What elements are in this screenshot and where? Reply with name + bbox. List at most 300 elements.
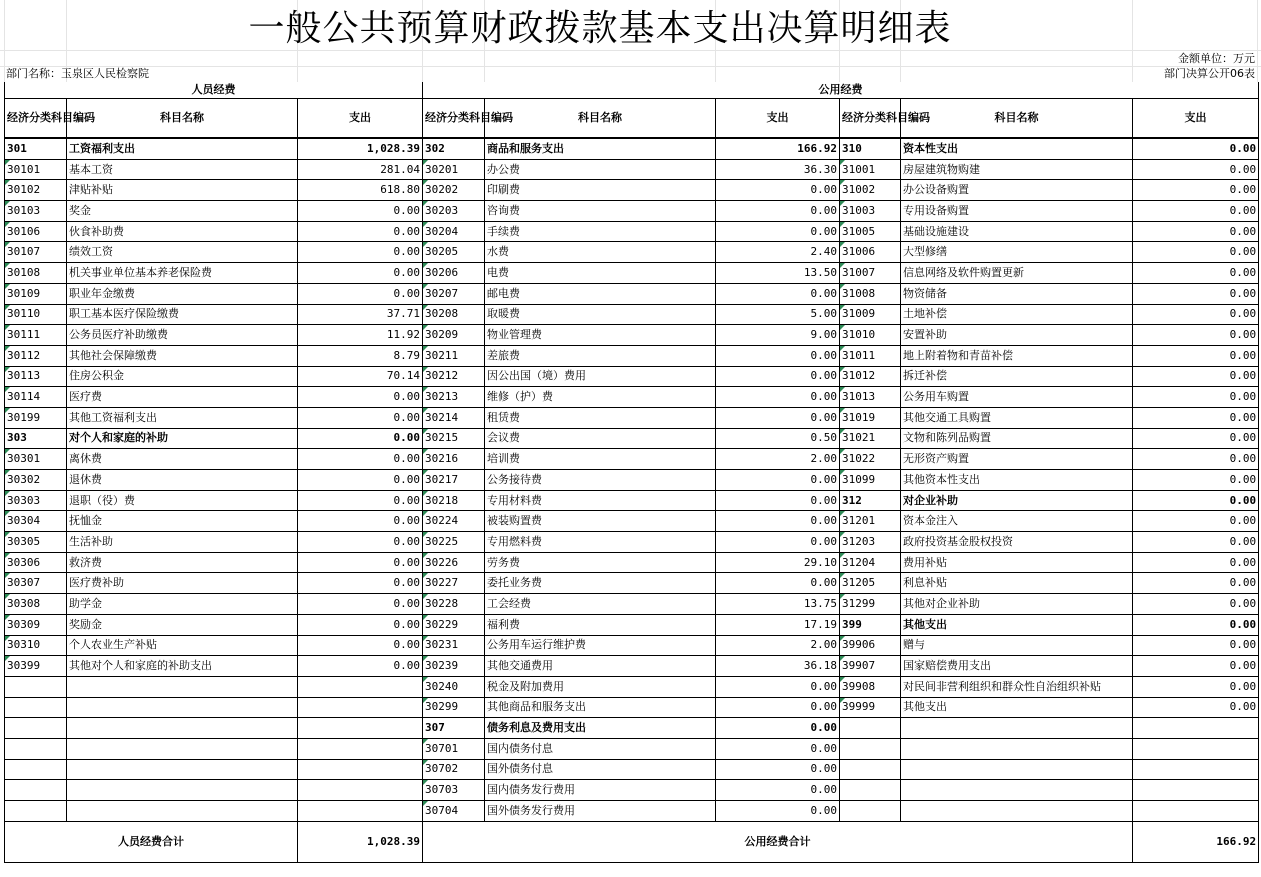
personnel-code: 30108 — [5, 263, 67, 284]
capital-item: 国家赔偿费用支出 — [901, 656, 1133, 677]
capital-item: 其他支出 — [901, 614, 1133, 635]
public-code: 30231 — [423, 635, 485, 656]
personnel-item: 奖金 — [67, 201, 298, 222]
group-public: 公用经费 — [423, 82, 1259, 99]
capital-code: 31099 — [840, 470, 901, 491]
table-row — [5, 449, 1259, 470]
capital-amount — [1133, 718, 1259, 739]
public-item: 被装购置费 — [485, 511, 716, 532]
public-item: 培训费 — [485, 449, 716, 470]
capital-item — [901, 718, 1133, 739]
public-item: 邮电费 — [485, 283, 716, 304]
public-code: 30702 — [423, 759, 485, 780]
personnel-item: 住房公积金 — [67, 366, 298, 387]
capital-item: 专用设备购置 — [901, 201, 1133, 222]
public-code: 30225 — [423, 532, 485, 553]
personnel-code: 30308 — [5, 594, 67, 615]
personnel-amount: 0.00 — [298, 635, 423, 656]
public-code: 30215 — [423, 428, 485, 449]
col-code-header: 经济分类科目编码 — [423, 99, 485, 139]
personnel-item: 助学金 — [67, 594, 298, 615]
personnel-item — [67, 697, 298, 718]
table-row — [5, 138, 1259, 159]
personnel-amount — [298, 759, 423, 780]
table-row — [5, 676, 1259, 697]
capital-item: 资本金注入 — [901, 511, 1133, 532]
public-amount: 166.92 — [716, 138, 840, 159]
personnel-amount: 0.00 — [298, 221, 423, 242]
capital-amount: 0.00 — [1133, 635, 1259, 656]
capital-item: 土地补偿 — [901, 304, 1133, 325]
capital-amount: 0.00 — [1133, 242, 1259, 263]
table-row — [5, 594, 1259, 615]
personnel-code: 30106 — [5, 221, 67, 242]
capital-item: 其他资本性支出 — [901, 470, 1133, 491]
public-amount: 0.00 — [716, 407, 840, 428]
public-code: 30229 — [423, 614, 485, 635]
personnel-code: 30199 — [5, 407, 67, 428]
personnel-amount: 0.00 — [298, 242, 423, 263]
public-code: 30224 — [423, 511, 485, 532]
capital-code — [840, 718, 901, 739]
table-row — [5, 780, 1259, 801]
capital-code: 31002 — [840, 180, 901, 201]
personnel-code: 30301 — [5, 449, 67, 470]
table-row — [5, 490, 1259, 511]
public-item: 其他交通费用 — [485, 656, 716, 677]
personnel-item: 职业年金缴费 — [67, 283, 298, 304]
capital-code — [840, 780, 901, 801]
public-amount: 2.00 — [716, 635, 840, 656]
capital-amount: 0.00 — [1133, 366, 1259, 387]
public-amount: 0.00 — [716, 676, 840, 697]
table-row — [5, 718, 1259, 739]
capital-code: 31007 — [840, 263, 901, 284]
public-code: 30202 — [423, 180, 485, 201]
capital-code: 399 — [840, 614, 901, 635]
public-code: 30207 — [423, 283, 485, 304]
total-public-label: 公用经费合计 — [423, 821, 1133, 862]
capital-item — [901, 780, 1133, 801]
personnel-code: 30306 — [5, 552, 67, 573]
personnel-item: 抚恤金 — [67, 511, 298, 532]
personnel-amount: 8.79 — [298, 345, 423, 366]
capital-code — [840, 738, 901, 759]
capital-amount: 0.00 — [1133, 676, 1259, 697]
public-item: 其他商品和服务支出 — [485, 697, 716, 718]
table-body — [5, 138, 1259, 821]
table-row — [5, 552, 1259, 573]
personnel-code — [5, 738, 67, 759]
personnel-amount: 11.92 — [298, 325, 423, 346]
public-code: 30212 — [423, 366, 485, 387]
public-amount: 36.18 — [716, 656, 840, 677]
public-amount: 0.00 — [716, 801, 840, 822]
table-row — [5, 573, 1259, 594]
personnel-item: 个人农业生产补贴 — [67, 635, 298, 656]
personnel-item: 工资福利支出 — [67, 138, 298, 159]
page-title: 一般公共预算财政拨款基本支出决算明细表 — [248, 8, 952, 49]
capital-item: 地上附着物和青苗补偿 — [901, 345, 1133, 366]
column-header-row — [5, 99, 1259, 139]
personnel-code: 30305 — [5, 532, 67, 553]
public-code: 30218 — [423, 490, 485, 511]
public-code: 30240 — [423, 676, 485, 697]
table-row — [5, 614, 1259, 635]
table-row — [5, 697, 1259, 718]
capital-code: 31204 — [840, 552, 901, 573]
table-row — [5, 180, 1259, 201]
capital-item: 资本性支出 — [901, 138, 1133, 159]
public-item: 电费 — [485, 263, 716, 284]
public-item: 劳务费 — [485, 552, 716, 573]
capital-code: 39907 — [840, 656, 901, 677]
col-amount-header: 支出 — [716, 99, 840, 139]
capital-code: 31299 — [840, 594, 901, 615]
capital-code: 31011 — [840, 345, 901, 366]
personnel-amount: 618.80 — [298, 180, 423, 201]
public-item: 委托业务费 — [485, 573, 716, 594]
table-row — [5, 470, 1259, 491]
public-code: 30205 — [423, 242, 485, 263]
public-code: 30227 — [423, 573, 485, 594]
capital-amount: 0.00 — [1133, 532, 1259, 553]
capital-amount: 0.00 — [1133, 325, 1259, 346]
personnel-code: 30109 — [5, 283, 67, 304]
col-code-header: 经济分类科目编码 — [5, 99, 67, 139]
personnel-item: 基本工资 — [67, 159, 298, 180]
personnel-code: 30110 — [5, 304, 67, 325]
total-row — [5, 821, 1259, 862]
table-row — [5, 511, 1259, 532]
public-item: 取暖费 — [485, 304, 716, 325]
capital-amount: 0.00 — [1133, 573, 1259, 594]
capital-amount: 0.00 — [1133, 656, 1259, 677]
public-code: 307 — [423, 718, 485, 739]
table-row — [5, 801, 1259, 822]
public-amount: 9.00 — [716, 325, 840, 346]
capital-amount: 0.00 — [1133, 594, 1259, 615]
public-amount: 0.00 — [716, 180, 840, 201]
capital-item: 文物和陈列品购置 — [901, 428, 1133, 449]
capital-code: 31019 — [840, 407, 901, 428]
personnel-code: 30101 — [5, 159, 67, 180]
personnel-item: 公务员医疗补助缴费 — [67, 325, 298, 346]
personnel-amount: 37.71 — [298, 304, 423, 325]
capital-item: 赠与 — [901, 635, 1133, 656]
public-amount: 0.00 — [716, 366, 840, 387]
table-row — [5, 387, 1259, 408]
capital-code: 31013 — [840, 387, 901, 408]
public-item: 福利费 — [485, 614, 716, 635]
personnel-item: 奖励金 — [67, 614, 298, 635]
capital-code: 31003 — [840, 201, 901, 222]
table-row — [5, 635, 1259, 656]
personnel-item: 离休费 — [67, 449, 298, 470]
public-item: 公务接待费 — [485, 470, 716, 491]
personnel-amount: 0.00 — [298, 470, 423, 491]
public-amount: 29.10 — [716, 552, 840, 573]
public-code: 30704 — [423, 801, 485, 822]
personnel-item: 其他对个人和家庭的补助支出 — [67, 656, 298, 677]
public-code: 30213 — [423, 387, 485, 408]
personnel-code — [5, 718, 67, 739]
public-item: 维修（护）费 — [485, 387, 716, 408]
capital-code: 31006 — [840, 242, 901, 263]
personnel-code: 30111 — [5, 325, 67, 346]
personnel-amount: 1,028.39 — [298, 138, 423, 159]
personnel-code: 303 — [5, 428, 67, 449]
capital-item: 其他对企业补助 — [901, 594, 1133, 615]
public-item: 国外债务付息 — [485, 759, 716, 780]
public-amount: 13.75 — [716, 594, 840, 615]
personnel-code: 30103 — [5, 201, 67, 222]
public-item: 债务利息及费用支出 — [485, 718, 716, 739]
col-amount-header: 支出 — [298, 99, 423, 139]
table-row — [5, 428, 1259, 449]
personnel-code: 30304 — [5, 511, 67, 532]
public-code: 30703 — [423, 780, 485, 801]
capital-amount: 0.00 — [1133, 263, 1259, 284]
table-row — [5, 159, 1259, 180]
personnel-code — [5, 697, 67, 718]
capital-amount — [1133, 759, 1259, 780]
public-item: 公务用车运行维护费 — [485, 635, 716, 656]
public-amount: 0.00 — [716, 490, 840, 511]
capital-amount: 0.00 — [1133, 138, 1259, 159]
total-public-value: 166.92 — [1133, 821, 1259, 862]
public-code: 302 — [423, 138, 485, 159]
table-row — [5, 304, 1259, 325]
personnel-item: 对个人和家庭的补助 — [67, 428, 298, 449]
personnel-code: 30310 — [5, 635, 67, 656]
unit-label: 金额单位：万元 — [1178, 52, 1255, 65]
capital-code: 31205 — [840, 573, 901, 594]
personnel-code: 301 — [5, 138, 67, 159]
capital-amount: 0.00 — [1133, 407, 1259, 428]
table-row — [5, 345, 1259, 366]
personnel-amount: 0.00 — [298, 594, 423, 615]
public-item: 手续费 — [485, 221, 716, 242]
capital-item — [901, 801, 1133, 822]
capital-amount: 0.00 — [1133, 345, 1259, 366]
capital-amount: 0.00 — [1133, 304, 1259, 325]
table-row — [5, 759, 1259, 780]
personnel-code: 30399 — [5, 656, 67, 677]
capital-amount: 0.00 — [1133, 180, 1259, 201]
form-number: 部门决算公开06表 — [1164, 67, 1255, 80]
capital-code: 39908 — [840, 676, 901, 697]
personnel-item: 退休费 — [67, 470, 298, 491]
capital-item: 拆迁补偿 — [901, 366, 1133, 387]
public-code: 30226 — [423, 552, 485, 573]
capital-code: 39999 — [840, 697, 901, 718]
capital-code: 31001 — [840, 159, 901, 180]
public-code: 30216 — [423, 449, 485, 470]
personnel-amount — [298, 780, 423, 801]
public-code: 30204 — [423, 221, 485, 242]
group-header-row — [5, 82, 1259, 99]
public-code: 30214 — [423, 407, 485, 428]
capital-amount: 0.00 — [1133, 470, 1259, 491]
personnel-amount: 0.00 — [298, 449, 423, 470]
public-amount: 5.00 — [716, 304, 840, 325]
personnel-item: 生活补助 — [67, 532, 298, 553]
public-amount: 0.00 — [716, 345, 840, 366]
capital-amount: 0.00 — [1133, 552, 1259, 573]
capital-code — [840, 759, 901, 780]
public-code: 30209 — [423, 325, 485, 346]
capital-amount — [1133, 801, 1259, 822]
personnel-item — [67, 718, 298, 739]
personnel-code: 30113 — [5, 366, 67, 387]
capital-item: 大型修缮 — [901, 242, 1133, 263]
capital-code: 31201 — [840, 511, 901, 532]
personnel-amount: 0.00 — [298, 283, 423, 304]
personnel-amount: 281.04 — [298, 159, 423, 180]
personnel-item: 津贴补贴 — [67, 180, 298, 201]
capital-amount: 0.00 — [1133, 490, 1259, 511]
public-item: 税金及附加费用 — [485, 676, 716, 697]
public-code: 30208 — [423, 304, 485, 325]
capital-item: 政府投资基金股权投资 — [901, 532, 1133, 553]
public-item: 专用燃料费 — [485, 532, 716, 553]
table-row — [5, 532, 1259, 553]
personnel-item: 机关事业单位基本养老保险费 — [67, 263, 298, 284]
table-row — [5, 656, 1259, 677]
capital-item: 其他交通工具购置 — [901, 407, 1133, 428]
personnel-item: 其他工资福利支出 — [67, 407, 298, 428]
public-code: 30203 — [423, 201, 485, 222]
public-amount: 36.30 — [716, 159, 840, 180]
capital-item: 公务用车购置 — [901, 387, 1133, 408]
capital-amount: 0.00 — [1133, 221, 1259, 242]
personnel-item — [67, 738, 298, 759]
personnel-code — [5, 676, 67, 697]
personnel-code: 30309 — [5, 614, 67, 635]
personnel-amount: 0.00 — [298, 614, 423, 635]
personnel-code: 30107 — [5, 242, 67, 263]
public-code: 30299 — [423, 697, 485, 718]
personnel-amount: 0.00 — [298, 201, 423, 222]
public-code: 30228 — [423, 594, 485, 615]
personnel-item: 退职（役）费 — [67, 490, 298, 511]
capital-code: 31008 — [840, 283, 901, 304]
capital-code: 31021 — [840, 428, 901, 449]
personnel-amount — [298, 676, 423, 697]
capital-item: 信息网络及软件购置更新 — [901, 263, 1133, 284]
capital-code: 31203 — [840, 532, 901, 553]
personnel-code: 30114 — [5, 387, 67, 408]
personnel-amount: 0.00 — [298, 656, 423, 677]
public-amount: 0.00 — [716, 718, 840, 739]
table-row — [5, 221, 1259, 242]
public-amount: 0.00 — [716, 387, 840, 408]
capital-code: 31012 — [840, 366, 901, 387]
public-amount: 0.00 — [716, 283, 840, 304]
capital-amount: 0.00 — [1133, 283, 1259, 304]
capital-amount: 0.00 — [1133, 614, 1259, 635]
capital-item: 对民间非营利组织和群众性自治组织补贴 — [901, 676, 1133, 697]
capital-code: 31010 — [840, 325, 901, 346]
personnel-amount: 0.00 — [298, 490, 423, 511]
capital-item: 利息补贴 — [901, 573, 1133, 594]
table-row — [5, 263, 1259, 284]
personnel-amount: 70.14 — [298, 366, 423, 387]
personnel-item: 医疗费补助 — [67, 573, 298, 594]
personnel-amount — [298, 738, 423, 759]
table-row — [5, 325, 1259, 346]
personnel-amount: 0.00 — [298, 511, 423, 532]
capital-item: 其他支出 — [901, 697, 1133, 718]
table-row — [5, 407, 1259, 428]
capital-item: 办公设备购置 — [901, 180, 1133, 201]
personnel-code — [5, 780, 67, 801]
personnel-amount — [298, 801, 423, 822]
personnel-item — [67, 780, 298, 801]
personnel-item — [67, 676, 298, 697]
public-code: 30211 — [423, 345, 485, 366]
personnel-amount — [298, 697, 423, 718]
col-code-header: 经济分类科目编码 — [840, 99, 901, 139]
col-name-header: 科目名称 — [67, 99, 298, 139]
personnel-amount: 0.00 — [298, 407, 423, 428]
table-row — [5, 283, 1259, 304]
capital-code — [840, 801, 901, 822]
public-amount: 0.00 — [716, 470, 840, 491]
table-row — [5, 201, 1259, 222]
public-amount: 2.40 — [716, 242, 840, 263]
capital-item: 费用补贴 — [901, 552, 1133, 573]
public-item: 物业管理费 — [485, 325, 716, 346]
public-item: 国外债务发行费用 — [485, 801, 716, 822]
capital-amount: 0.00 — [1133, 201, 1259, 222]
public-amount: 0.00 — [716, 201, 840, 222]
public-amount: 0.00 — [716, 780, 840, 801]
personnel-amount: 0.00 — [298, 263, 423, 284]
capital-code: 31005 — [840, 221, 901, 242]
public-item: 咨询费 — [485, 201, 716, 222]
personnel-code: 30307 — [5, 573, 67, 594]
personnel-item — [67, 759, 298, 780]
public-amount: 0.00 — [716, 573, 840, 594]
personnel-item — [67, 801, 298, 822]
public-amount: 0.00 — [716, 759, 840, 780]
capital-item: 对企业补助 — [901, 490, 1133, 511]
personnel-amount: 0.00 — [298, 573, 423, 594]
public-code: 30206 — [423, 263, 485, 284]
personnel-amount: 0.00 — [298, 552, 423, 573]
public-item: 差旅费 — [485, 345, 716, 366]
capital-item: 基础设施建设 — [901, 221, 1133, 242]
capital-amount — [1133, 738, 1259, 759]
public-item: 专用材料费 — [485, 490, 716, 511]
group-personnel: 人员经费 — [5, 82, 423, 99]
public-amount: 0.50 — [716, 428, 840, 449]
personnel-amount: 0.00 — [298, 532, 423, 553]
capital-amount: 0.00 — [1133, 428, 1259, 449]
personnel-item: 职工基本医疗保险缴费 — [67, 304, 298, 325]
col-name-header: 科目名称 — [901, 99, 1133, 139]
capital-amount: 0.00 — [1133, 449, 1259, 470]
public-item: 工会经费 — [485, 594, 716, 615]
public-amount: 2.00 — [716, 449, 840, 470]
capital-item: 房屋建筑物购建 — [901, 159, 1133, 180]
personnel-amount: 0.00 — [298, 428, 423, 449]
capital-item: 安置补助 — [901, 325, 1133, 346]
personnel-item: 医疗费 — [67, 387, 298, 408]
capital-code: 31009 — [840, 304, 901, 325]
